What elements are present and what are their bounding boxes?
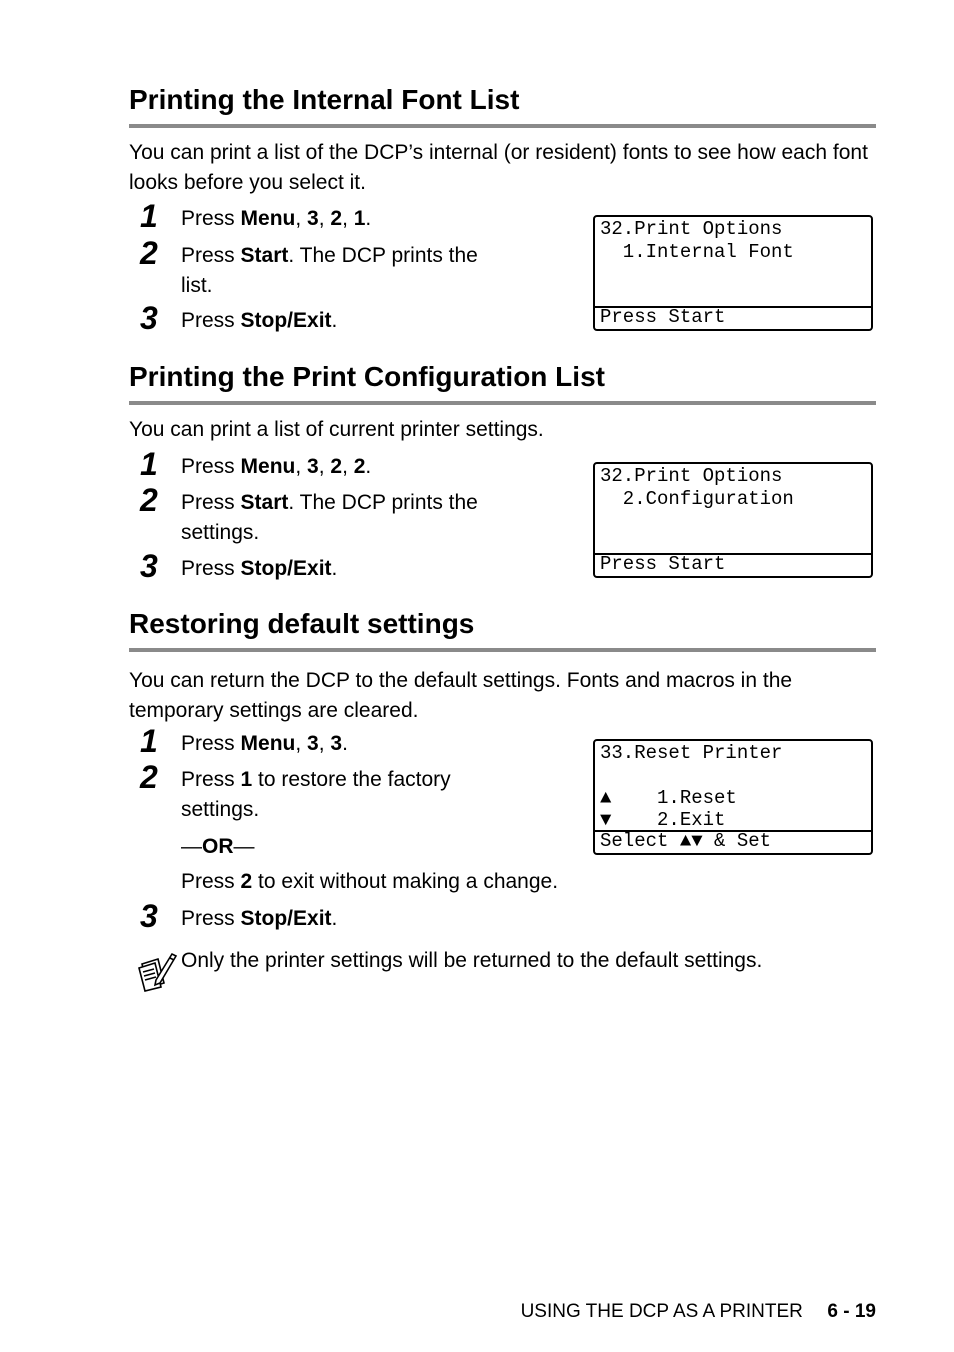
page-footer — [521, 1300, 876, 1324]
lcd-line: 33.Reset Printer — [600, 742, 783, 764]
page-number: 6 - 19 — [827, 1301, 876, 1322]
step-text: Press Stop/Exit. — [181, 907, 338, 930]
step-number: 3 — [140, 548, 158, 584]
or-separator: —OR— — [181, 835, 255, 858]
section-heading: Printing the Print Configuration List — [129, 361, 605, 392]
lcd-status-bar: Press Start — [595, 306, 871, 329]
step-text: Press Start. The DCP prints the list. — [181, 244, 478, 297]
intro-text: You can print a list of current printer settings. — [129, 418, 544, 441]
intro-text: You can return the DCP to the default settings. Fonts and macros in the temporary settings are cleared. — [129, 669, 793, 722]
step-alternative-text: Press 2 to exit without making a change. — [181, 870, 559, 893]
section-restoring-default-settings — [129, 607, 876, 726]
lcd-line: ▼ 2.Exit — [600, 809, 726, 831]
step-text: Press 1 to restore the factory settings. — [181, 768, 451, 821]
step-text: Press Menu, 3, 3. — [181, 732, 348, 755]
footer-chapter: USING THE DCP AS A PRINTER — [520, 1301, 803, 1322]
lcd-display — [593, 215, 873, 331]
section-heading: Restoring default settings — [129, 608, 475, 639]
lcd-status-bar: Press Start — [595, 553, 871, 576]
section-print-configuration-list — [129, 360, 876, 445]
lcd-line: 32.Print Options — [600, 218, 783, 240]
step-number: 3 — [140, 300, 158, 336]
heading-rule — [129, 401, 876, 405]
lcd-display — [593, 462, 873, 578]
step-number: 3 — [140, 898, 158, 934]
step-number: 1 — [140, 446, 158, 482]
step-number: 1 — [140, 198, 158, 234]
heading-rule — [129, 648, 876, 652]
lcd-line: 2.Configuration — [600, 488, 794, 510]
step-text: Press Start. The DCP prints the settings. — [181, 491, 478, 544]
intro-text: You can print a list of the DCP’s internal (or resident) fonts to see how each font looks before you select it. — [129, 141, 868, 194]
step-number: 2 — [140, 759, 158, 795]
note-icon — [134, 950, 178, 992]
step-number: 2 — [140, 482, 158, 518]
step-text: Press Stop/Exit. — [181, 309, 338, 332]
step-number: 2 — [140, 235, 158, 271]
note-text: Only the printer settings will be returned to the default settings. — [181, 949, 763, 972]
step-text: Press Menu, 3, 2, 2. — [181, 455, 372, 478]
lcd-line: 32.Print Options — [600, 465, 783, 487]
step-number: 1 — [140, 723, 158, 759]
lcd-status-bar: Select ▲▼ & Set — [595, 830, 871, 853]
lcd-display — [593, 739, 873, 855]
step-text: Press Stop/Exit. — [181, 557, 338, 580]
section-internal-font-list — [129, 83, 876, 198]
heading-rule — [129, 124, 876, 128]
lcd-line: ▲ 1.Reset — [600, 787, 737, 809]
lcd-line: 1.Internal Font — [600, 241, 794, 263]
step-text: Press Menu, 3, 2, 1. — [181, 207, 372, 230]
section-heading: Printing the Internal Font List — [129, 84, 520, 115]
